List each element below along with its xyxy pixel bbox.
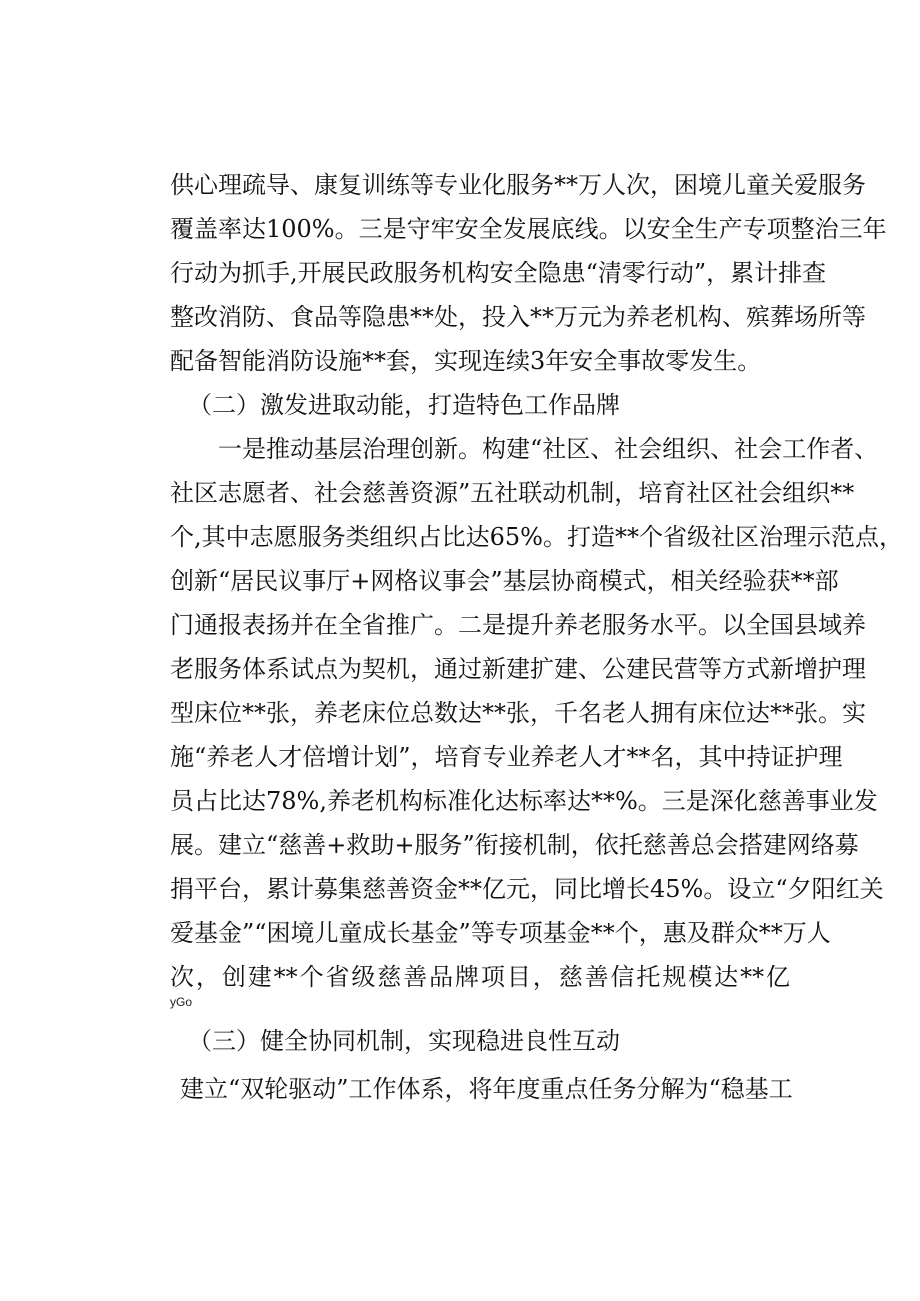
paragraph-line: 一是推动基层治理创新。构建“社区、社会组织、社会工作者、 [218,435,879,463]
paragraph-line: 配备智能消防设施**套，实现连续3年安全事故零发生。 [170,347,762,375]
paragraph-line: 社区志愿者、社会慈善资源”五社联动机制，培育社区社会组织** [170,479,855,507]
paragraph-line: 捐平台，累计募集慈善资金**亿元，同比增长45%。设立“夕阳红关 [170,875,884,903]
paragraph-line: 型床位**张，养老床位总数达**张，千名老人拥有床位达**张。实 [170,699,866,727]
paragraph-line: 创新“居民议事厅+网格议事会”基层协商模式，相关经验获**部 [170,567,839,595]
paragraph-line: 个,其中志愿服务类组织占比达65%。打造**个省级社区治理示范点， [170,523,903,551]
paragraph-line: 展。建立“慈善+救助+服务”衔接机制，依托慈善总会搭建网络募 [170,831,859,859]
paragraph-line: 施“养老人才倍增计划”，培育专业养老人才**名，其中持证护理 [170,743,843,771]
paragraph-line: 行动为抓手,开展民政服务机构安全隐患“清零行动”，累计排查 [170,259,827,287]
paragraph-line: 员占比达78%,养老机构标准化达标率达**%。三是深化慈善事业发 [170,787,878,815]
section-heading-2: （二）激发进取动能，打造特色工作品牌 [188,391,620,419]
paragraph-line: 爱基金”“困境儿童成长基金”等专项基金**个，惠及群众**万人 [170,919,831,947]
paragraph-line: 次，创建**个省级慈善品牌项目，慈善信托规模达**亿 [170,963,790,991]
paragraph-line: 门通报表扬并在全省推广。二是提升养老服务水平。以全国县域养 [170,611,866,639]
paragraph-line: 建立“双轮驱动”工作体系，将年度重点任务分解为“稳基工 [180,1075,793,1103]
section-heading-3: （三）健全协同机制，实现稳进良性互动 [188,1027,620,1055]
stray-text: yGo [170,995,193,1009]
paragraph-line: 覆盖率达100%。三是守牢安全发展底线。以安全生产专项整治三年 [170,215,887,243]
paragraph-line: 供心理疏导、康复训练等专业化服务**万人次，困境儿童关爱服务 [170,171,866,199]
paragraph-line: 整改消防、食品等隐患**处，投入**万元为养老机构、殡葬场所等 [170,303,866,331]
paragraph-line: 老服务体系试点为契机，通过新建扩建、公建民营等方式新增护理 [170,655,866,683]
